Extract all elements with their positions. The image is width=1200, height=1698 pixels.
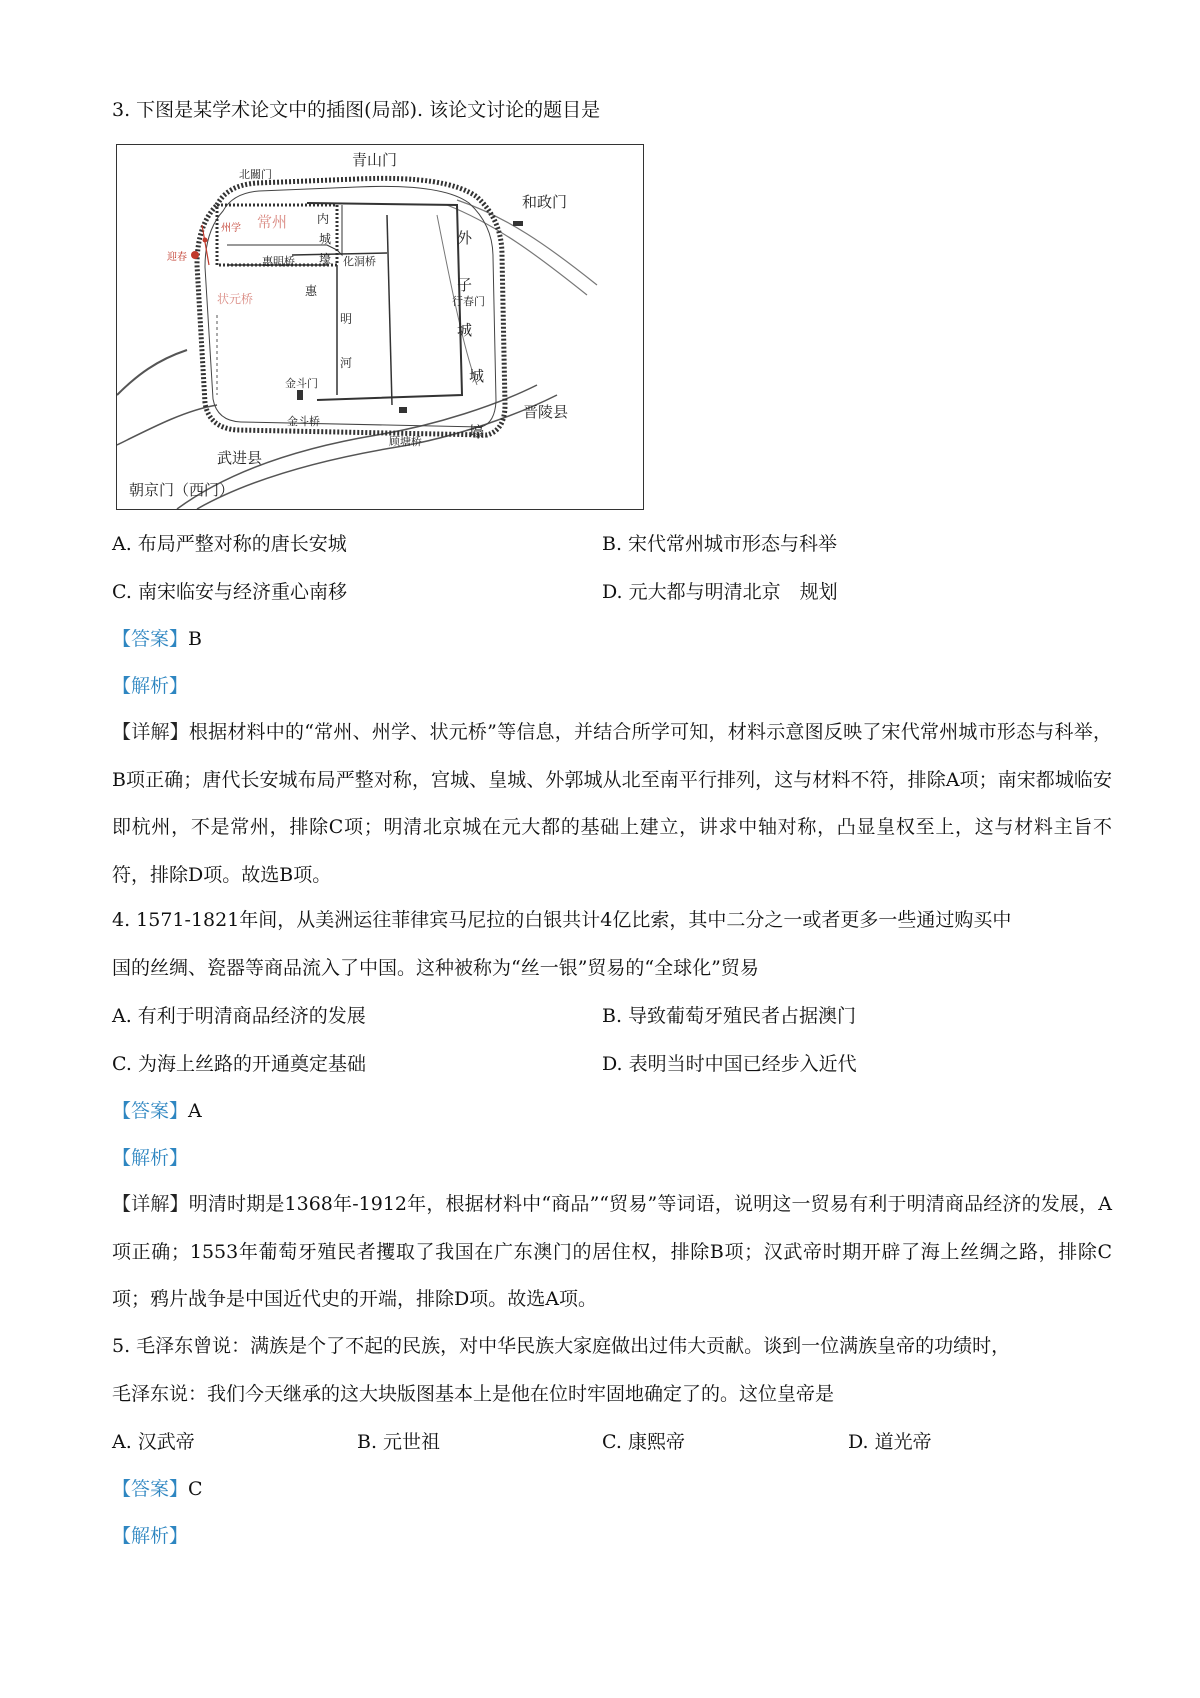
map-label-cheng2: 城 (457, 321, 473, 339)
q5-option-b: B. 元世祖 (357, 1431, 441, 1453)
q3-option-b: B. 宋代常州城市形态与科举 (602, 533, 838, 555)
map-label-chaojingmen: 朝京门（西门） (129, 481, 235, 499)
map-label-cheng3: 城 (469, 367, 485, 385)
q3-option-d: D. 元大都与明清北京 规划 (602, 581, 838, 603)
q4-answer-value: A (188, 1100, 202, 1122)
q4-stem-line1: 4. 1571-1821年间，从美洲运往菲律宾马尼拉的白银共计4亿比索，其中二分之一或者更多一些通过购买中 (112, 909, 1012, 931)
q3-detail-text: 根据材料中的“常州、州学、状元桥”等信息，并结合所学可知，材料示意图反映了宋代常州城市形态与科举，B项正确；唐代长安城布局严整对称，宫城、皇城、外郭城从北至南平行排列，这与材料不符，排除A项；南宋都城临安即杭州，不是常州，排除C项；明清北京城在元大都的基础上建立，讲求中轴对称，凸显皇权至上，这与材料主旨不符，排除D项。故选B项。 (112, 721, 1112, 886)
q4-option-a: A. 有利于明清商品经济的发展 (112, 1005, 366, 1027)
q4-detail-text: 明清时期是1368年-1912年，根据材料中“商品”“贸易”等词语，说明这一贸易有利于明清商品经济的发展，A项正确；1553年葡萄牙殖民者攫取了我国在广东澳门的居住权，排除B项；汉武帝时期开辟了海上丝绸之路，排除C项；鸦片战争是中国近代史的开端，排除D项。故选A项。 (112, 1193, 1112, 1310)
map-label-hao2: 壕 (469, 423, 485, 441)
map-label-huiming-bridge: 惠明桥 (262, 255, 295, 268)
map-label-qingshanmen: 青山门 (352, 151, 398, 169)
map-label-wujin: 武进县 (217, 449, 263, 467)
q5-stem-line1: 5. 毛泽东曾说：满族是个了不起的民族，对中华民族大家庭做出过伟大贡献。谈到一位满族皇帝的功绩时， (112, 1335, 1011, 1357)
map-label-hui: 惠 (305, 284, 318, 298)
map-label-changzhou: 常州 (257, 213, 288, 231)
map-label-hao: 壕 (319, 252, 332, 266)
q4-answer-line (112, 1099, 202, 1123)
map-label-shibiao: 迎春 (167, 252, 187, 263)
map-label-jindoumen: 金斗门 (285, 377, 318, 390)
map-label-zi: 子 (457, 276, 473, 294)
q5-answer-tag: 【答案】 (112, 1478, 189, 1500)
map-label-jindou-bridge: 金斗桥 (287, 415, 320, 428)
map-label-xingchunmen: 行春门 (452, 295, 485, 308)
map-label-beiguanmen: 北關门 (239, 168, 272, 181)
map-label-zhouxue: 州学 (221, 223, 241, 234)
q4-answer-tag: 【答案】 (112, 1100, 189, 1122)
q4-stem-line2: 国的丝绸、瓷器等商品流入了中国。这种被称为“丝一银”贸易的“全球化”贸易 (112, 957, 759, 979)
map-label-he: 河 (340, 356, 353, 370)
q4-option-c: C. 为海上丝路的开通奠定基础 (112, 1053, 366, 1075)
q4-option-b: B. 导致葡萄牙殖民者占据澳门 (602, 1005, 857, 1027)
q3-answer-line (112, 627, 202, 651)
q5-option-d: D. 道光帝 (848, 1431, 932, 1453)
q3-answer-value: B (188, 628, 202, 650)
q3-detail-tag: 【详解】 (112, 721, 189, 743)
map-label-zhuangyuan-bridge: 状元桥 (217, 292, 254, 306)
map-label-wai: 外 (457, 229, 473, 247)
map-label-tanshan-bridge: 顾塘桥 (389, 435, 422, 448)
map-label-jinling: 晋陵县 (523, 403, 569, 421)
map-label-ming: 明 (340, 312, 353, 326)
q3-detail (112, 709, 1112, 899)
q3-option-a: A. 布局严整对称的唐长安城 (112, 533, 347, 555)
q5-option-a: A. 汉武帝 (112, 1431, 195, 1453)
q5-option-c: C. 康熙帝 (602, 1431, 685, 1453)
q4-analysis-tag: 【解析】 (112, 1147, 189, 1169)
map-label-nei: 内 (317, 212, 330, 226)
q3-option-c: C. 南宋临安与经济重心南移 (112, 581, 347, 603)
q4-detail (112, 1181, 1112, 1324)
changzhou-city-map (116, 144, 644, 510)
q5-stem-line2: 毛泽东说：我们今天继承的这大块版图基本上是他在位时牢固地确定了的。这位皇帝是 (112, 1383, 835, 1405)
q4-detail-tag: 【详解】 (112, 1193, 189, 1215)
q5-answer-value: C (188, 1478, 203, 1500)
map-label-cheng: 城 (319, 232, 332, 246)
map-drawing (117, 145, 643, 509)
q4-option-d: D. 表明当时中国已经步入近代 (602, 1053, 857, 1075)
q5-answer-line (112, 1477, 203, 1501)
q3-answer-tag: 【答案】 (112, 628, 189, 650)
map-label-hezhengmen: 和政门 (522, 193, 568, 211)
map-label-huadu-bridge: 化洞桥 (343, 255, 376, 268)
q5-analysis-tag: 【解析】 (112, 1525, 189, 1547)
q3-stem: 3. 下图是某学术论文中的插图(局部). 该论文讨论的题目是 (112, 99, 601, 121)
q3-analysis-tag: 【解析】 (112, 675, 189, 697)
